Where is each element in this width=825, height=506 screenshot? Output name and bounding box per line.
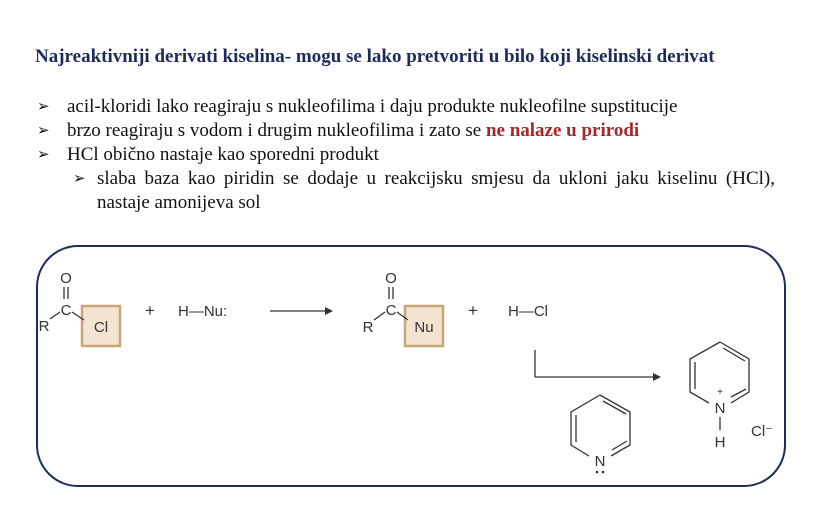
svg-text:H: H <box>714 434 726 451</box>
svg-text:+: + <box>717 387 723 398</box>
sub-bullet-item: ➢ slaba baza kao piridin se dodaje u reakcijsku smjesu da ukloni jaku kiselinu (HCl), nastaje amonijeva sol <box>73 168 775 213</box>
svg-text:C: C <box>60 302 72 319</box>
acyl-chloride-structure <box>39 270 120 346</box>
slide-heading: Najreaktivniji derivati kiselina- mogu se lako pretvoriti u bilo koji kiselinski derivat <box>35 46 715 67</box>
svg-text:O: O <box>385 270 397 287</box>
svg-text:Cl: Cl <box>93 319 109 336</box>
reaction-arrow-icon <box>270 307 333 315</box>
chloride-counterion: Cl⁻ <box>751 423 774 440</box>
highlight-text: ne nalaze u prirodi <box>485 120 640 141</box>
arrow-bullet-icon: ➢ <box>37 123 50 139</box>
svg-text:C: C <box>385 302 397 319</box>
svg-text:+: + <box>145 301 155 320</box>
pyridine-arrow-icon <box>535 350 661 381</box>
pyridine-structure <box>571 395 630 473</box>
lone-pair-icon <box>602 471 605 474</box>
svg-text:R: R <box>38 318 50 335</box>
arrow-bullet-icon: ➢ <box>73 171 86 187</box>
arrow-bullet-icon: ➢ <box>37 147 50 163</box>
lone-pair-icon <box>596 471 599 474</box>
svg-text:O: O <box>60 270 72 287</box>
substitution-product-structure <box>363 270 443 346</box>
pyridinium-structure <box>690 342 749 451</box>
bullet-item: ➢ brzo reagiraju s vodom i drugim nukleofilima i zato se ne nalaze u prirodi <box>37 120 640 141</box>
arrow-bullet-icon: ➢ <box>37 99 50 115</box>
svg-text:R: R <box>362 319 374 336</box>
svg-text:N: N <box>594 453 606 470</box>
bullet-item: ➢ acil-kloridi lako reagiraju s nukleofilima i daju produkte nukleofilne supstitucije <box>37 96 678 117</box>
bullet-item: ➢ HCl obično nastaje kao sporedni produkt <box>37 144 379 165</box>
svg-text:N: N <box>714 400 726 417</box>
svg-text:+: + <box>468 301 478 320</box>
nucleophile-label: H—Nu: <box>178 303 228 320</box>
hcl-byproduct-label: H—Cl <box>508 303 548 320</box>
svg-text:Nu: Nu <box>414 319 434 336</box>
